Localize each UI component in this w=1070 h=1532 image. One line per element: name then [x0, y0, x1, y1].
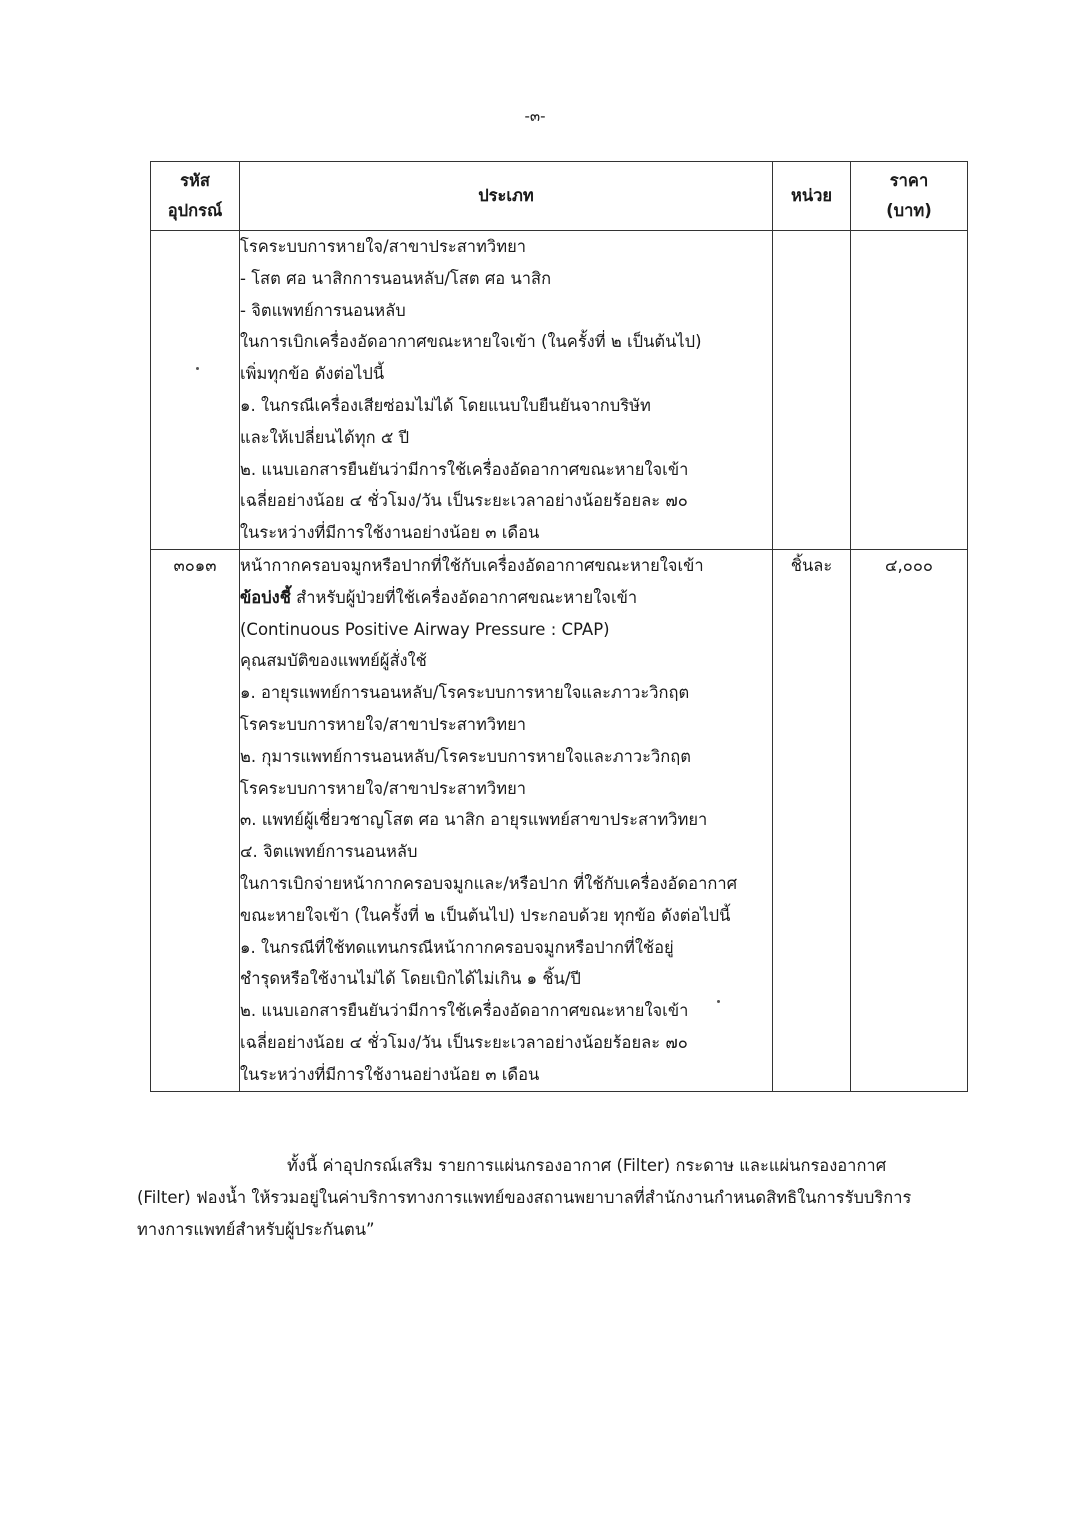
row1-line: ในระหว่างที่มีการใช้งานอย่างน้อย ๓ เดือน [240, 523, 540, 543]
row2-price: ๔,๐๐๐ [851, 549, 968, 1091]
row2-line: เฉลี่ยอย่างน้อย ๔ ชั่วโมง/วัน เป็นระยะเวลาอย่างน้อยร้อยละ ๗๐ [240, 1032, 688, 1052]
table-header-row [151, 162, 968, 231]
row1-line: ในการเบิกเครื่องอัดอากาศขณะหายใจเข้า (ในครั้งที่ ๒ เป็นต้นไป) [240, 332, 702, 352]
row1-price [851, 231, 968, 550]
row2-line: ชำรุดหรือใช้งานไม่ได้ โดยเบิกได้ไม่เกิน ๑ ชิ้น/ปี [240, 969, 581, 989]
row1-line: และให้เปลี่ยนได้ทุก ๕ ปี [240, 427, 410, 447]
table-row [151, 549, 968, 1091]
row2-type [240, 549, 773, 1091]
row2-line: ๑. อายุรแพทย์การนอนหลับ/โรคระบบการหายใจและภาวะวิกฤต [240, 683, 690, 703]
row2-line: ๑. ในกรณีที่ใช้ทดแทนกรณีหน้ากากครอบจมูกหรือปากที่ใช้อยู่ [240, 937, 674, 957]
row2-line: (Continuous Positive Airway Pressure : CPAP) [240, 619, 610, 639]
header-price-line2: (บาท) [886, 201, 932, 220]
header-unit: หน่วย [773, 162, 851, 231]
row2-indication [240, 582, 772, 614]
header-price [851, 162, 968, 231]
header-price-line1: ราคา [889, 171, 929, 190]
row1-type [240, 231, 773, 550]
row2-code: ๓๐๑๓ [151, 549, 240, 1091]
closing-line: ทางการแพทย์สำหรับผู้ประกันตน” [137, 1220, 375, 1239]
scan-speck [717, 1000, 720, 1003]
row1-line: เพิ่มทุกข้อ ดังต่อไปนี้ [240, 364, 385, 384]
row1-line: ๑. ในกรณีเครื่องเสียซ่อมไม่ได้ โดยแนบใบยืนยันจากบริษัท [240, 395, 651, 415]
header-code-line2: อุปกรณ์ [167, 201, 223, 220]
row1-line: - โสต ศอ นาสิกการนอนหลับ/โสต ศอ นาสิก [240, 268, 552, 288]
row2-line: คุณสมบัติของแพทย์ผู้สั่งใช้ [240, 651, 427, 671]
table-row [151, 231, 968, 550]
page-number: -๓- [524, 107, 546, 125]
row2-line: ในระหว่างที่มีการใช้งานอย่างน้อย ๓ เดือน [240, 1064, 540, 1084]
closing-line: ทั้งนี้ ค่าอุปกรณ์เสริม รายการแผ่นกรองอากาศ (Filter) กระดาษ และแผ่นกรองอากาศ [287, 1156, 887, 1175]
row2-unit: ชิ้นละ [773, 549, 851, 1091]
row2-line: ๒. กุมารแพทย์การนอนหลับ/โรคระบบการหายใจและภาวะวิกฤต [240, 746, 691, 766]
row2-line: โรคระบบการหายใจ/สาขาประสาทวิทยา [240, 714, 527, 734]
closing-paragraph [137, 1150, 982, 1246]
header-code-line1: รหัส [180, 171, 210, 190]
row2-line: ๔. จิตแพทย์การนอนหลับ [240, 842, 418, 862]
indication-text: สำหรับผู้ป่วยที่ใช้เครื่องอัดอากาศขณะหายใจเข้า [290, 587, 638, 607]
row1-line: ๒. แนบเอกสารยืนยันว่ามีการใช้เครื่องอัดอากาศขณะหายใจเข้า [240, 459, 689, 479]
closing-line: (Filter) ฟองน้ำ ให้รวมอยู่ในค่าบริการทางการแพทย์ของสถานพยาบาลที่สำนักงานกำหนดสิทธิในการรับบริการ [137, 1188, 912, 1207]
scan-speck [196, 367, 199, 370]
row2-line: ๒. แนบเอกสารยืนยันว่ามีการใช้เครื่องอัดอากาศขณะหายใจเข้า [240, 1001, 689, 1021]
row1-line: โรคระบบการหายใจ/สาขาประสาทวิทยา [240, 237, 527, 256]
header-code [151, 162, 240, 231]
row2-line: ขณะหายใจเข้า (ในครั้งที่ ๒ เป็นต้นไป) ประกอบด้วย ทุกข้อ ดังต่อไปนี้ [240, 905, 731, 925]
row1-line: - จิตแพทย์การนอนหลับ [240, 300, 406, 320]
row1-line: เฉลี่ยอย่างน้อย ๔ ชั่วโมง/วัน เป็นระยะเวลาอย่างน้อยร้อยละ ๗๐ [240, 491, 688, 511]
equipment-table [150, 161, 968, 1092]
row2-line: โรคระบบการหายใจ/สาขาประสาทวิทยา [240, 778, 527, 798]
row2-line: ๓. แพทย์ผู้เชี่ยวชาญโสต ศอ นาสิก อายุรแพทย์สาขาประสาทวิทยา [240, 810, 708, 830]
header-type: ประเภท [240, 162, 773, 231]
row1-code [151, 231, 240, 550]
row2-line: ในการเบิกจ่ายหน้ากากครอบจมูกและ/หรือปาก ที่ใช้กับเครื่องอัดอากาศ [240, 873, 738, 893]
indication-label: ข้อบ่งชี้ [240, 587, 291, 607]
row2-line: หน้ากากครอบจมูกหรือปากที่ใช้กับเครื่องอัดอากาศขณะหายใจเข้า [240, 555, 704, 575]
row1-unit [773, 231, 851, 550]
